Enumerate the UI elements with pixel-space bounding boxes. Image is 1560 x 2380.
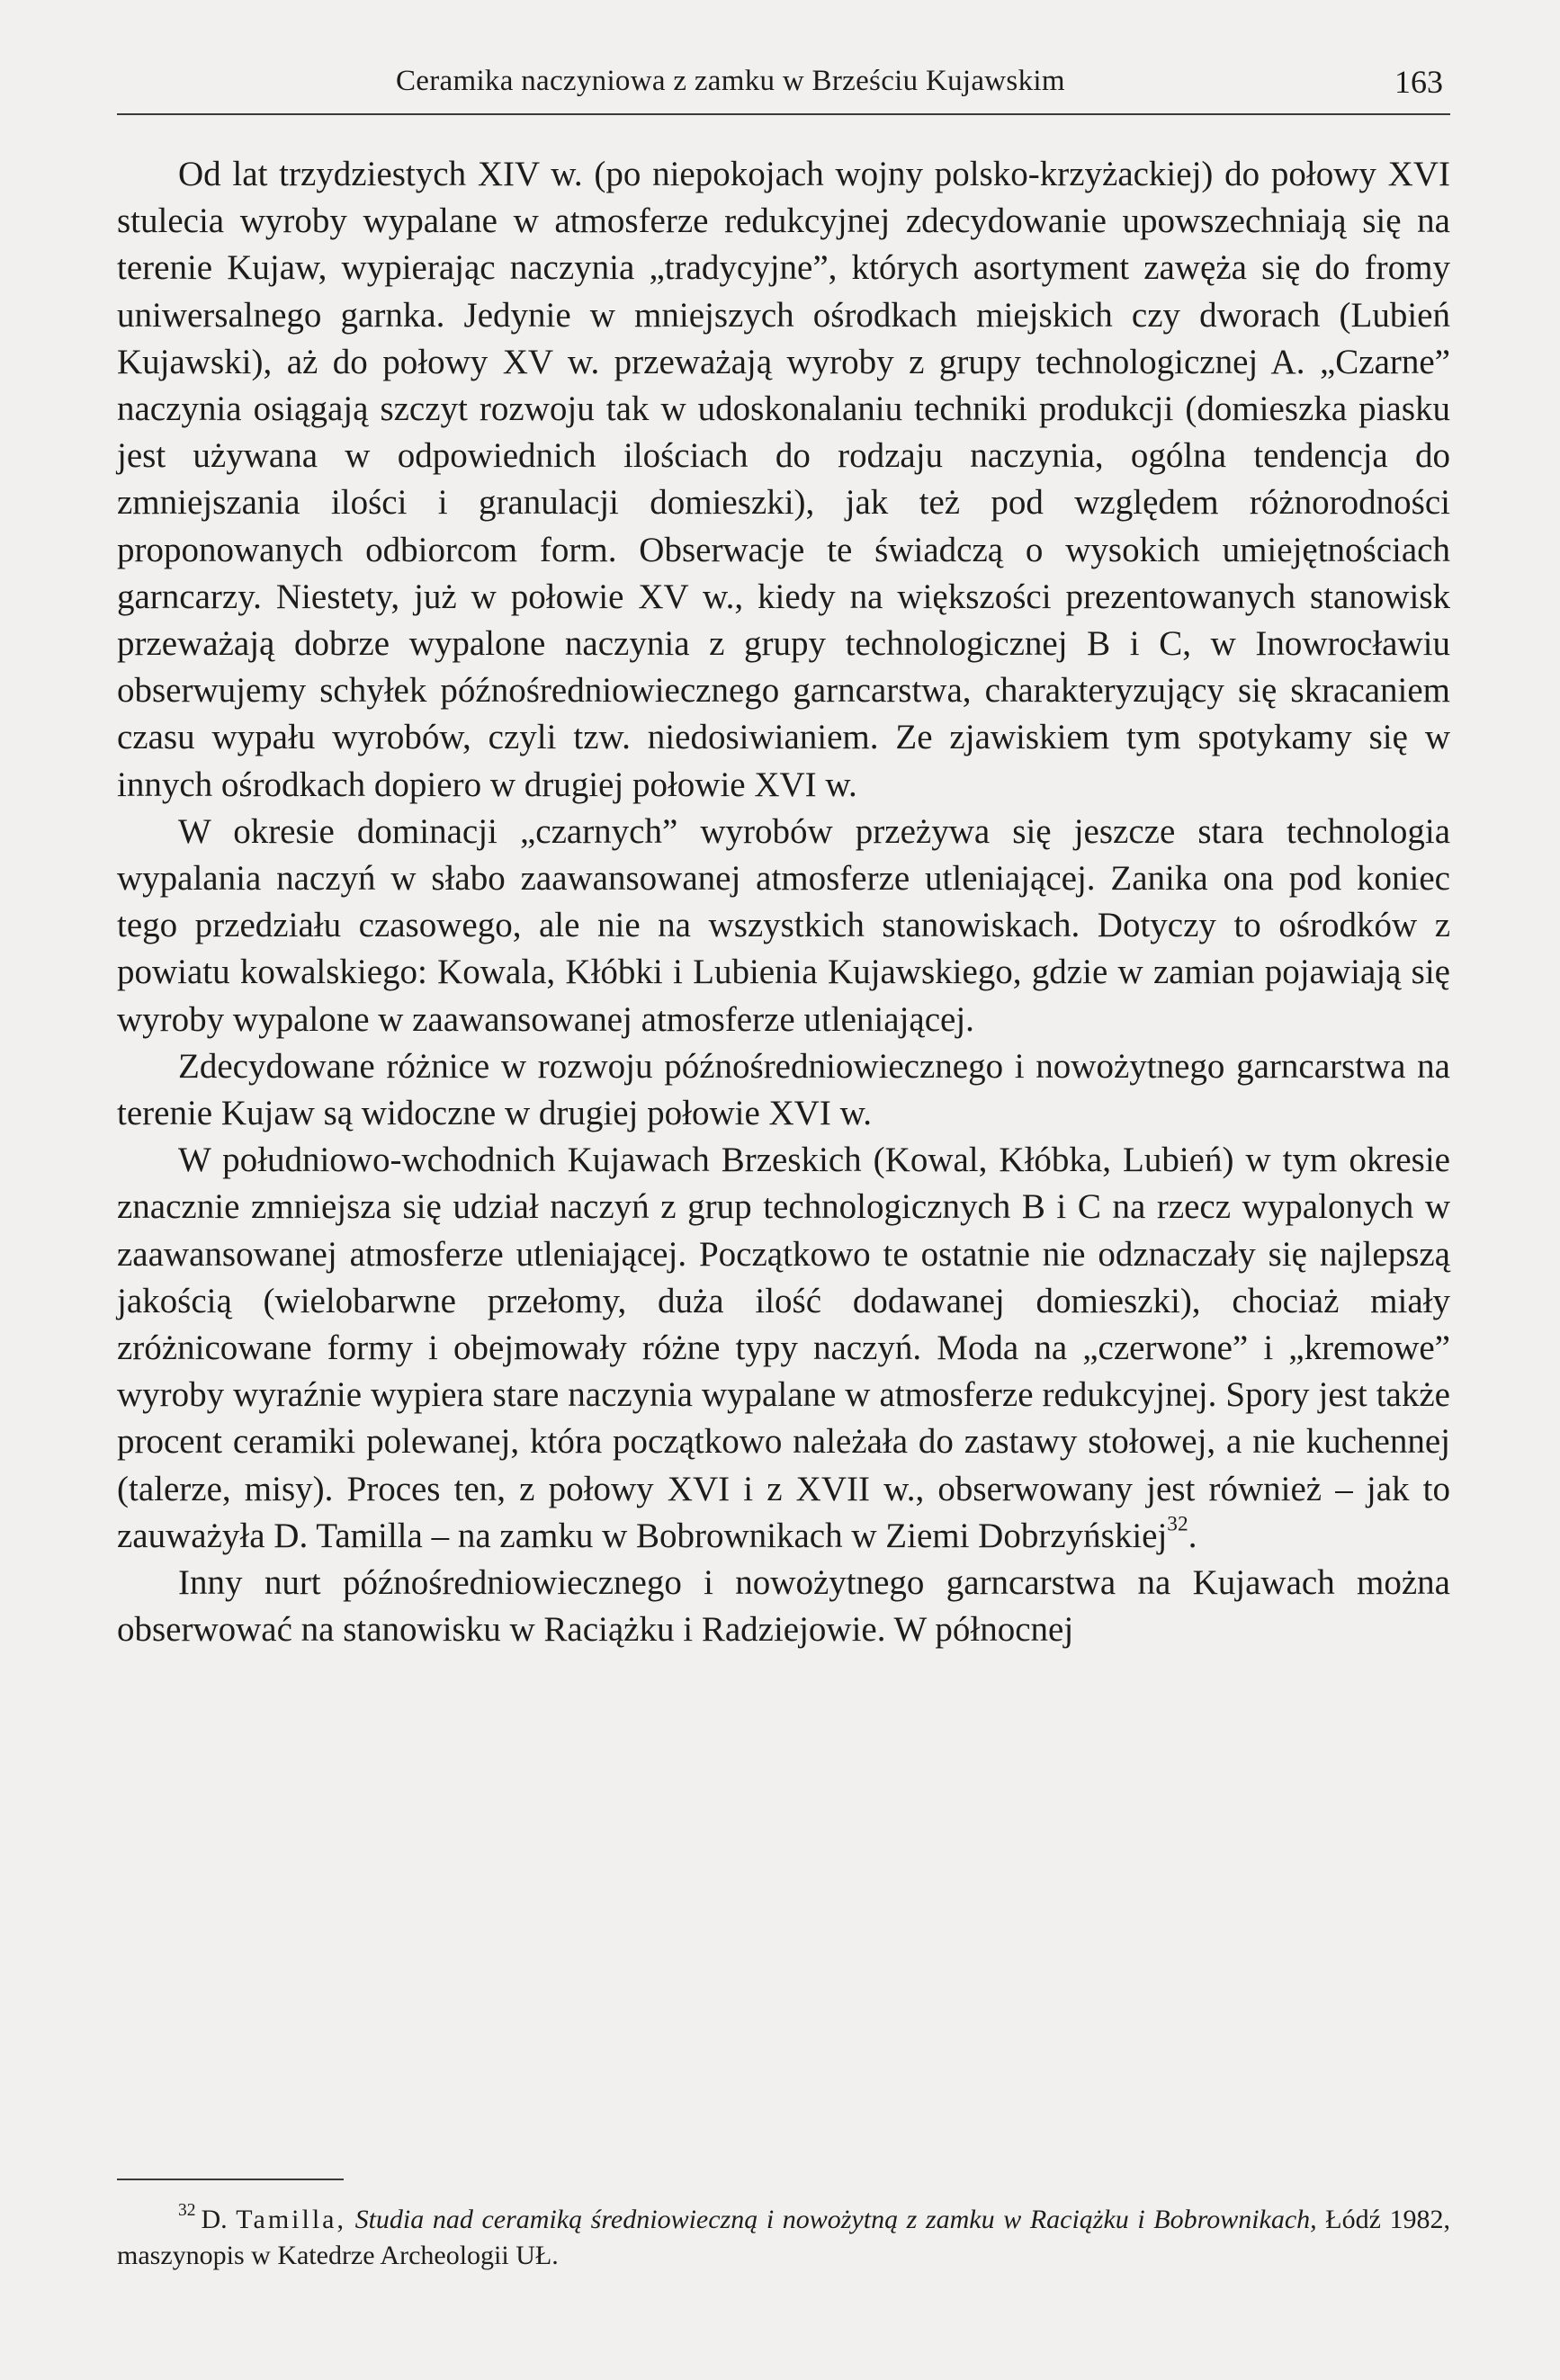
running-header	[117, 59, 1450, 115]
footnote-title: Studia nad ceramiką średniowieczną i nowożytną z zamku w Raciążku i Bobrownikach,	[354, 2205, 1317, 2234]
paragraph-tail: .	[1188, 1516, 1197, 1555]
footnote-details: Łódź 1982, maszynopis w Katedrze Archeologii UŁ.	[117, 2205, 1451, 2270]
paragraph	[117, 1560, 1450, 1653]
footnote-reference[interactable]: 32	[1167, 1512, 1188, 1536]
footnotes	[117, 2202, 1450, 2274]
footnote-author: Tamilla,	[236, 2205, 346, 2234]
paragraph-text: W okresie dominacji „czarnych” wyrobów przeżywa się jeszcze stara technologia wypalania naczyń w słabo zaawansowanej atmosferze utleniającej. Zanika ona pod koniec tego przedziału czasowego, ale nie na wszystkich stanowiskach. Dotyczy to ośrodków z powiatu kowalskiego: Kowala, Kłóbki i Lubienia Kujawskiego, gdzie w zamian pojawiają się wyroby wypalone w zaawansowanej atmosferze utleniającej.	[117, 811, 1450, 1039]
footnote	[117, 2202, 1450, 2274]
paragraph-text: W południowo-wchodnich Kujawach Brzeskich (Kowal, Kłóbka, Lubień) w tym okresie znacznie zmniejsza się udział naczyń z grup technologicznych B i C na rzecz wypalonych w zaawansowanej atmosferze utleniającej. Początkowo te ostatnie nie odznaczały się najlepszą jakością (wielobarwne przełomy, duża ilość dodawanej domieszki), chociaż miały zróżnicowane formy i obejmowały różne typy naczyń. Moda na „czerwone” i „kremowe” wyroby wyraźnie wypiera stare naczynia wypalane w atmosferze redukcyjnej. Spory jest także procent ceramiki polewanej, która początkowo należała do zastawy stołowej, a nie kuchennej (talerze, misy). Proces ten, z połowy XVI i z XVII w., obserwowany jest również – jak to zauważyła D. Tamilla – na zamku w Bobrownikach w Ziemi Dobrzyńskiej	[117, 1141, 1450, 1555]
footnote-separator	[117, 2179, 344, 2180]
footnote-marker: 32	[178, 2201, 196, 2221]
paragraph	[117, 1043, 1450, 1137]
footnote-initial: D.	[201, 2205, 228, 2234]
running-title: Ceramika naczyniowa z zamku w Brześciu Kujawskim	[396, 65, 1065, 97]
paragraph	[117, 809, 1450, 1043]
paragraph	[117, 1137, 1450, 1560]
page-number: 163	[1394, 64, 1443, 100]
paragraph	[117, 151, 1450, 809]
body-text	[117, 151, 1450, 1654]
paragraph-text: Zdecydowane różnice w rozwoju późnośredniowiecznego i nowożytnego garncarstwa na terenie Kujaw są widoczne w drugiej połowie XVI w.	[117, 1046, 1450, 1133]
paragraph-text: Inny nurt późnośredniowiecznego i nowożytnego garncarstwa na Kujawach można obserwować na stanowisku w Raciążku i Radziejowie. W północnej	[117, 1563, 1450, 1650]
paragraph-text: Od lat trzydziestych XIV w. (po niepokojach wojny polsko-krzyżackiej) do połowy XVI stulecia wyroby wypalane w atmosferze redukcyjnej zdecydowanie upowszechniają się na terenie Kujaw, wypierając naczynia „tradycyjne”, których asortyment zawęża się do fromy uniwersalnego garnka. Jedynie w mniejszych ośrodkach miejskich czy dworach (Lubień Kujawski), aż do połowy XV w. przeważają wyroby z grupy technologicznej A. „Czarne” naczynia osiągają szczyt rozwoju tak w udoskonalaniu techniki produkcji (domieszka piasku jest używana w odpowiednich ilościach do rodzaju naczynia, ogólna tendencja do zmniejszania ilości i granulacji domieszki), jak też pod względem różnorodności proponowanych odbiorcom form. Obserwacje te świadczą o wysokich umiejętnościach garncarzy. Niestety, już w połowie XV w., kiedy na większości prezentowanych stanowisk przeważają dobrze wypalone naczynia z grupy technologicznej B i C, w Inowrocławiu obserwujemy schyłek późnośredniowiecznego garncarstwa, charakteryzujący się skracaniem czasu wypału wyrobów, czyli tzw. niedosiwianiem. Ze zjawiskiem tym spotykamy się w innych ośrodkach dopiero w drugiej połowie XVI w.	[117, 155, 1450, 804]
